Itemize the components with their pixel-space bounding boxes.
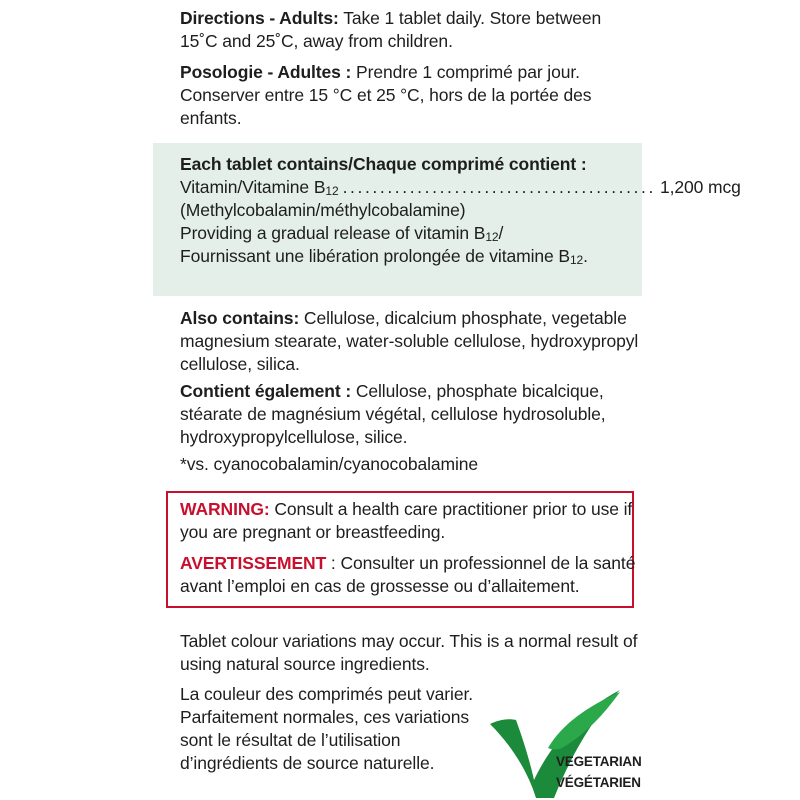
directions-en-label: Directions - Adults: bbox=[180, 8, 339, 28]
warning-fr bbox=[180, 552, 640, 598]
release-en: Providing a gradual release of vitamin $B_{12}/$ bbox=[180, 223, 504, 244]
ingredient-row bbox=[180, 176, 741, 199]
colour-note-fr: La couleur des comprimés peut varier. Parfaitement normales, ces variations sont le résultat de l’utilisation d’ingrédients de source naturelle. bbox=[180, 684, 473, 773]
ingredient-leader-dots: .......................................... bbox=[342, 177, 656, 197]
also-contains-en-text: Cellulose, dicalcium phosphate, vegetable magnesium stearate, water-soluble cellulose, hydroxypropyl cellulose, silica. bbox=[180, 308, 639, 374]
directions-fr-text: Prendre 1 comprimé par jour. Conserver entre 15 °C et 25 °C, hors de la portée des enfants. bbox=[180, 62, 592, 128]
also-contains-en bbox=[180, 307, 640, 376]
also-contains-fr bbox=[180, 380, 640, 449]
colour-note-en: Tablet colour variations may occur. This is a normal result of using natural source ingredients. bbox=[180, 631, 638, 674]
directions-en bbox=[180, 7, 640, 53]
warning-fr-label: AVERTISSEMENT bbox=[180, 553, 327, 573]
also-contains-fr-text: Cellulose, phosphate bicalcique, stéarate de magnésium végétal, cellulose hydrosoluble, hydroxypropylcellulose, silice. bbox=[180, 381, 606, 447]
warning-en-label: WARNING: bbox=[180, 499, 270, 519]
warning-en-text: Consult a health care practitioner prior to use if you are pregnant or breastfeeding. bbox=[180, 499, 633, 542]
ingredient-amount: 1,200 mcg bbox=[659, 177, 741, 197]
ingredient-name: Vitamin/Vitamine $B_{12}$ bbox=[180, 177, 339, 198]
footnote: *vs. cyanocobalamin/cyanocobalamine bbox=[180, 454, 479, 474]
vegetarian-label-en: VEGETARIAN bbox=[556, 754, 642, 769]
directions-fr bbox=[180, 61, 640, 130]
ingredients-panel bbox=[180, 153, 741, 268]
release-fr: Fournissant une libération prolongée de vitamine $B_{12}$. bbox=[180, 246, 588, 267]
also-contains-en-label: Also contains: bbox=[180, 308, 300, 328]
vegetarian-label-fr: VÉGÉTARIEN bbox=[556, 775, 641, 790]
ingredients-heading: Each tablet contains/Chaque comprimé contient : bbox=[180, 154, 587, 174]
directions-en-text: Take 1 tablet daily. Store between 15˚C and 25˚C, away from children. bbox=[180, 8, 602, 51]
directions-fr-label: Posologie - Adultes : bbox=[180, 62, 352, 82]
ingredient-form: (Methylcobalamin/méthylcobalamine) bbox=[180, 200, 466, 220]
warning-en bbox=[180, 498, 640, 544]
warning-fr-text: : Consulter un professionnel de la santé avant l’emploi en cas de grossesse ou d’allaitement. bbox=[180, 553, 636, 596]
also-contains-fr-label: Contient également : bbox=[180, 381, 352, 401]
